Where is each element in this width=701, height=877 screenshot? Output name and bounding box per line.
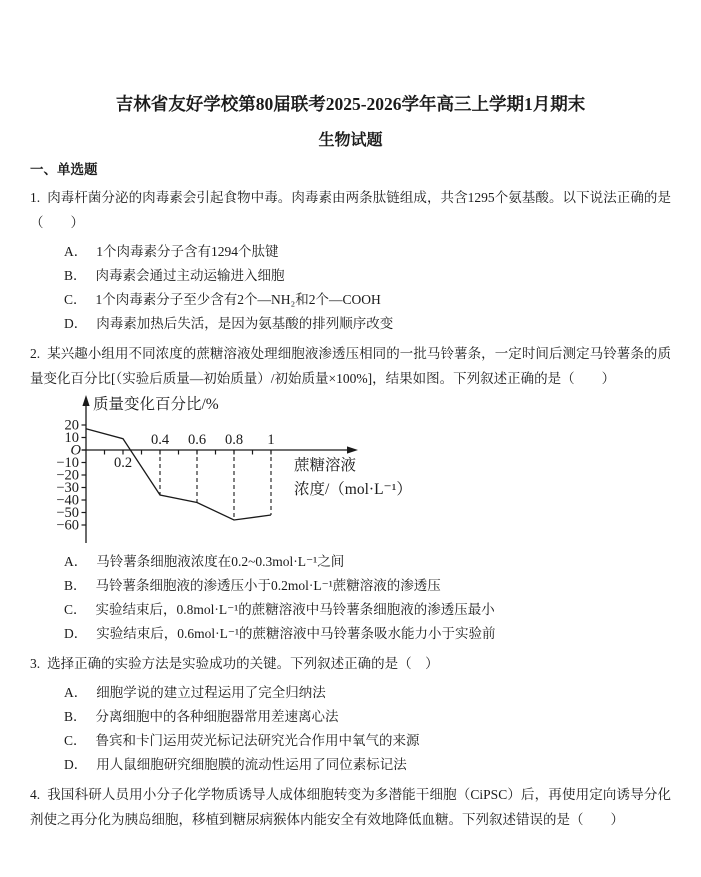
- question-2-option-a: [64, 550, 701, 574]
- option-label: B．: [64, 268, 87, 283]
- mass-change-line-chart: [36, 393, 466, 545]
- question-3-text: 选择正确的实验方法是实验成功的关键。下列叙述正确的是（ ）: [47, 656, 439, 671]
- question-2-text: 某兴趣小组用不同浓度的蔗糖溶液处理细胞液渗透压相同的一批马铃薯条，一定时间后测定马铃薯条的质量变化百分比[（实验后质量—初始质量）/初始质量×100%]，结果如图。下列叙述正确的是（ ）: [30, 346, 671, 386]
- option-text: 1个肉毒素分子至少含有2个—NH₂和2个—COOH: [95, 292, 381, 307]
- option-text: 马铃薯条细胞液浓度在0.2~0.3mol·L⁻¹之间: [96, 554, 345, 569]
- question-3-number: 3.: [30, 656, 41, 671]
- question-3-option-b: [64, 705, 701, 729]
- x-tick-label: 0.8: [224, 432, 244, 448]
- option-label: C．: [64, 733, 87, 748]
- question-1: [0, 185, 701, 336]
- y-tick-label: −20: [56, 467, 79, 484]
- y-tick-label: −60: [56, 517, 79, 534]
- question-3-option-c: [64, 729, 701, 753]
- question-2-option-c: [64, 598, 701, 622]
- y-tick-label: −30: [56, 480, 79, 496]
- question-1-option-c: [64, 288, 701, 312]
- question-1-text: 肉毒杆菌分泌的肉毒素会引起食物中毒。肉毒素由两条肽链组成，共含1295个氨基酸。以下说法正确的是（ ）: [30, 190, 671, 230]
- option-label: C．: [64, 602, 87, 617]
- option-label: D．: [64, 316, 88, 331]
- y-axis-title: 质量变化百分比/%: [93, 396, 219, 413]
- x-axis-title-line2: 浓度/（mol·L⁻¹）: [294, 481, 412, 498]
- page-subtitle: 生物试题: [318, 132, 383, 149]
- page-title: 吉林省友好学校第80届联考2025-2026学年高三上学期1月期末: [115, 94, 586, 114]
- question-1-option-a: [64, 240, 701, 264]
- x-tick-label: 1: [267, 432, 275, 448]
- option-text: 肉毒素加热后失活，是因为氨基酸的排列顺序改变: [96, 316, 394, 331]
- y-tick-label: 10: [64, 430, 79, 446]
- question-2-option-b: [64, 574, 701, 598]
- option-label: A．: [64, 685, 88, 700]
- question-1-number: 1.: [30, 190, 41, 205]
- option-label: B．: [64, 578, 87, 593]
- question-2-stem: [30, 341, 671, 391]
- x-tick-label: 0.6: [187, 432, 207, 448]
- question-2-option-d: [64, 622, 701, 646]
- question-3-option-d: [64, 753, 701, 777]
- question-1-options: [64, 240, 701, 336]
- option-text: 细胞学说的建立过程运用了完全归纳法: [96, 685, 326, 700]
- section-heading: 一、单选题: [30, 162, 98, 177]
- x-axis-arrow-icon: [347, 446, 358, 453]
- question-2-figure: [36, 393, 701, 545]
- option-text: 实验结束后，0.8mol·L⁻¹的蔗糖溶液中马铃薯条细胞液的渗透压最小: [95, 602, 495, 617]
- option-label: C．: [64, 292, 87, 307]
- option-label: A．: [64, 554, 88, 569]
- option-text: 鲁宾和卡门运用荧光标记法研究光合作用中氧气的来源: [95, 733, 420, 748]
- option-label: A．: [64, 244, 88, 259]
- question-4-number: 4.: [30, 787, 41, 802]
- question-2: [0, 341, 701, 646]
- x-tick-label: 0.2: [113, 455, 133, 471]
- question-1-option-b: [64, 264, 701, 288]
- option-label: B．: [64, 709, 87, 724]
- series-line: [86, 429, 271, 520]
- x-axis-title-line1: 蔗糖溶液: [294, 457, 357, 474]
- option-label: D．: [64, 626, 88, 641]
- option-text: 用人鼠细胞研究细胞膜的流动性运用了同位素标记法: [96, 757, 407, 772]
- question-3-option-a: [64, 681, 701, 705]
- question-2-number: 2.: [30, 346, 41, 361]
- option-text: 肉毒素会通过主动运输进入细胞: [95, 268, 285, 283]
- y-tick-label: −10: [56, 455, 79, 471]
- question-1-option-d: [64, 312, 701, 336]
- question-4: [0, 782, 701, 832]
- y-tick-label: −40: [56, 492, 79, 509]
- y-axis-arrow-icon: [82, 395, 89, 406]
- question-3-options: [64, 681, 701, 777]
- question-2-options: [64, 550, 701, 646]
- question-1-stem: [30, 185, 671, 235]
- option-text: 马铃薯条细胞液的渗透压小于0.2mol·L⁻¹蔗糖溶液的渗透压: [95, 578, 441, 593]
- y-tick-label: −50: [56, 505, 79, 521]
- y-tick-label: 20: [64, 417, 79, 434]
- question-4-stem: [30, 782, 671, 832]
- option-label: D．: [64, 757, 88, 772]
- option-text: 1个肉毒素分子含有1294个肽键: [96, 244, 279, 259]
- question-3: [0, 651, 701, 777]
- y-tick-label: O: [70, 442, 81, 459]
- option-text: 实验结束后，0.6mol·L⁻¹的蔗糖溶液中马铃薯条吸水能力小于实验前: [96, 626, 496, 641]
- question-3-stem: [30, 651, 671, 676]
- question-4-text: 我国科研人员用小分子化学物质诱导人成体细胞转变为多潜能干细胞（CiPSC）后，再使用定向诱导分化剂使之再分化为胰岛细胞，移植到糖尿病猴体内能安全有效地降低血糖。下列叙述错误的是（ ）: [30, 787, 671, 827]
- x-tick-label: 0.4: [150, 432, 170, 448]
- option-text: 分离细胞中的各种细胞器常用差速离心法: [95, 709, 339, 724]
